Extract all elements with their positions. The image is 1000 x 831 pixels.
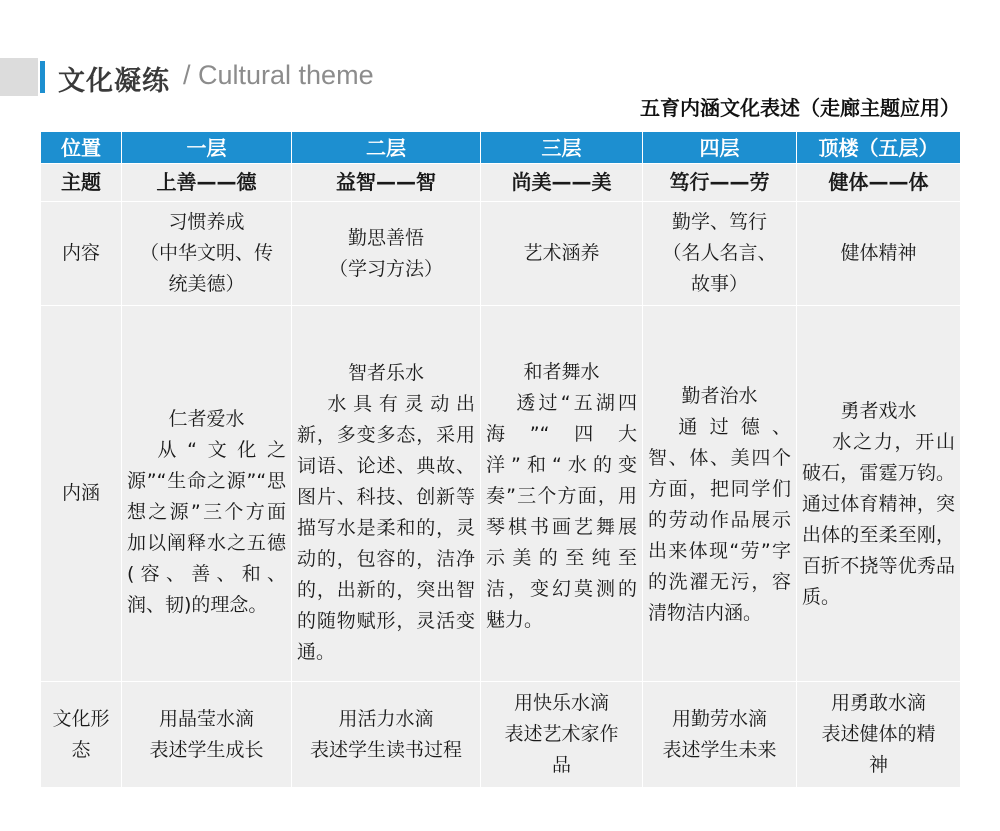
content-line: 勤思善悟	[347, 226, 424, 249]
theme-cell: 健体——体	[797, 164, 961, 202]
form-line: 用勤劳水滴	[671, 707, 767, 730]
content-line: 故事）	[690, 273, 748, 295]
title-accent-bar	[40, 61, 45, 93]
form-line: 表述学生读书过程	[309, 738, 462, 761]
connotation-text: 水具有灵动出新，多变多态，采用词语、论述、典故、图片、科技、创新等描写水是柔和的，灵动的，包容的，洁净的，出新的，突出智的随物赋形，灵活变通。	[297, 392, 475, 663]
theme-cell: 笃行——劳	[643, 164, 797, 202]
form-line: 表述艺术家作	[504, 723, 619, 745]
content-cell	[481, 202, 643, 306]
form-cell	[797, 682, 961, 788]
header-top-floor: 顶楼（五层）	[797, 132, 961, 164]
connotation-cell	[292, 306, 481, 682]
content-row	[41, 202, 961, 306]
theme-row	[41, 164, 961, 202]
form-line: 表述学生未来	[662, 738, 777, 761]
theme-cell: 上善——德	[122, 164, 292, 202]
form-label-line: 态	[71, 738, 91, 761]
form-cell	[481, 682, 643, 788]
connotation-cell	[481, 306, 643, 682]
form-row	[41, 682, 961, 788]
page-title: 文化凝练	[58, 66, 170, 97]
connotation-heading: 智者乐水	[347, 361, 424, 384]
connotation-text: 透过“五湖四海”“四大洋”和“水的变奏”三个方面，用琴棋书画艺舞展示美的至纯至洁，变幻莫测的魅力。	[486, 392, 637, 631]
content-line: 统美德）	[168, 273, 245, 295]
connotation-heading: 和者舞水	[523, 361, 600, 383]
connotation-text: 水之力，开山破石，雷霆万钧。通过体育精神，突出体的至柔至刚，百折不挠等优秀品质。	[802, 431, 955, 608]
form-line: 用活力水滴	[338, 707, 434, 730]
form-line: 表述健体的精	[821, 723, 936, 745]
form-cell	[122, 682, 292, 788]
connotation-heading: 勤者治水	[681, 384, 758, 407]
form-line: 用晶莹水滴	[158, 707, 254, 730]
header-position: 位置	[41, 132, 122, 164]
content-line: （中华文明、传	[139, 242, 273, 264]
connotation-row	[41, 306, 961, 682]
content-line: 勤学、笃行	[671, 211, 767, 233]
theme-cell: 益智——智	[292, 164, 481, 202]
connotation-cell	[122, 306, 292, 682]
form-line: 表述学生成长	[149, 738, 264, 761]
header-floor-1: 一层	[122, 132, 292, 164]
header-row	[41, 132, 961, 164]
connotation-cell	[797, 306, 961, 682]
form-line: 神	[868, 754, 888, 776]
header-floor-2: 二层	[292, 132, 481, 164]
form-label-line: 文化形	[52, 707, 110, 730]
connotation-text: 通过德、智、体、美四个方面，把同学们的劳动作品展示出来体现“劳”字的洗濯无污，容清物洁内涵。	[648, 415, 791, 624]
content-cell	[797, 202, 961, 306]
form-cell	[643, 682, 797, 788]
row-label-content: 内容	[41, 202, 122, 306]
form-cell	[292, 682, 481, 788]
connotation-heading: 仁者爱水	[168, 408, 245, 430]
row-label-connotation: 内涵	[41, 306, 122, 682]
header-floor-4: 四层	[643, 132, 797, 164]
content-line: 习惯养成	[168, 211, 245, 233]
row-label-theme: 主题	[41, 164, 122, 202]
form-line: 用快乐水滴	[513, 692, 609, 714]
row-label-form	[41, 682, 122, 788]
connotation-text: 从“文化之源”“生命之源”“思想之源”三个方面加以阐释水之五德(容、善、和、润、韧)的理念。	[127, 439, 286, 616]
form-line: 用勇敢水滴	[830, 692, 926, 714]
content-line: （学习方法）	[328, 257, 443, 280]
connotation-heading: 勇者戏水	[840, 400, 917, 422]
content-line: （名人名言、	[662, 242, 777, 264]
header-floor-3: 三层	[481, 132, 643, 164]
connotation-cell	[643, 306, 797, 682]
content-line: 艺术涵养	[523, 242, 600, 264]
page-title-english: / Cultural theme	[183, 60, 374, 90]
table-subtitle: 五育内涵文化表述（走廊主题应用）	[640, 96, 960, 120]
content-cell	[292, 202, 481, 306]
culture-theme-table	[40, 131, 961, 788]
content-cell	[643, 202, 797, 306]
title-accent-band	[0, 58, 38, 96]
form-line: 品	[551, 754, 571, 776]
content-line: 健体精神	[840, 242, 917, 264]
theme-cell: 尚美——美	[481, 164, 643, 202]
content-cell	[122, 202, 292, 306]
